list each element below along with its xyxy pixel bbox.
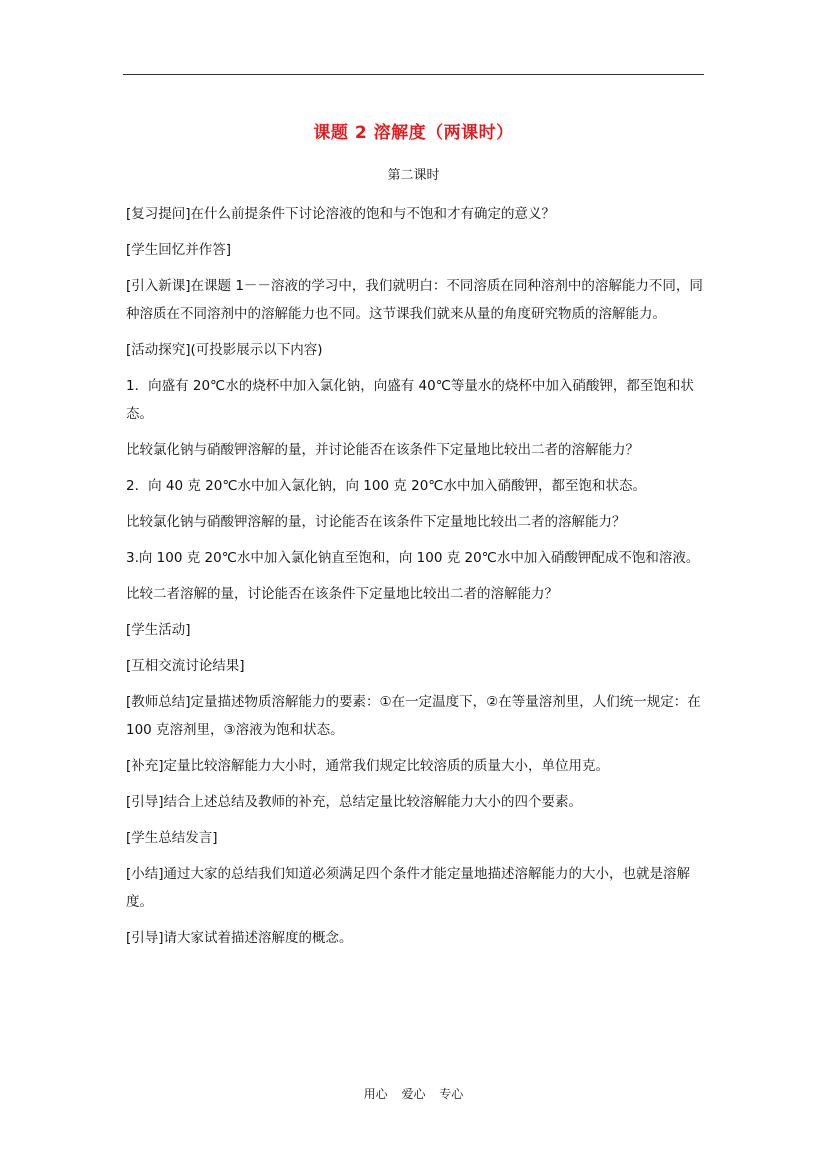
page-footer: 用心 爱心 专心 [363,1087,464,1101]
paragraph: [补充]定量比较溶解能力大小时，通常我们规定比较溶质的质量大小，单位用克。 [126,758,610,774]
paragraph: 1．向盛有 20℃水的烧杯中加入氯化钠，向盛有 40℃等量水的烧杯中加入硝酸钾，都至饱和状态。 [126,378,694,422]
paragraph: [复习提问]在什么前提条件下讨论溶液的饱和与不饱和才有确定的意义？ [126,206,556,222]
paragraph: [活动探究](可投影展示以下内容) [126,342,323,358]
paragraph: [小结]通过大家的总结我们知道必须满足四个条件才能定量地描述溶解能力的大小，也就是溶解度。 [126,866,691,910]
document-subtitle: 第二课时 [387,168,440,183]
paragraph: [引入新课]在课题 1－－溶液的学习中，我们就明白：不同溶质在同种溶剂中的溶解能力不同，同种溶质在不同溶剂中的溶解能力也不同。这节课我们就来从量的角度研究物质的溶解能力。 [126,278,703,322]
paragraph: [引导]请大家试着描述溶解度的概念。 [126,930,353,946]
paragraph: 比较氯化钠与硝酸钾溶解的量，并讨论能否在该条件下定量地比较出二者的溶解能力？ [126,442,639,458]
document-body [126,200,706,960]
paragraph: [互相交流讨论结果] [126,658,245,674]
paragraph: [引导]结合上述总结及教师的补充，总结定量比较溶解能力大小的四个要素。 [126,794,583,810]
paragraph: 比较二者溶解的量，讨论能否在该条件下定量地比较出二者的溶解能力？ [126,586,558,602]
header-rule [123,74,704,75]
paragraph: [教师总结]定量描述物质溶解能力的要素：①在一定温度下，②在等量溶剂里，人们统一规定：在 100 克溶剂里，③溶液为饱和状态。 [126,694,701,738]
paragraph: [学生活动] [126,622,191,638]
paragraph: 2．向 40 克 20℃水中加入氯化钠，向 100 克 20℃水中加入硝酸钾，都至饱和状态。 [126,478,646,494]
document-title: 课题 2 溶解度（两课时） [313,123,514,143]
paragraph: [学生总结发言] [126,830,218,846]
paragraph: 3.向 100 克 20℃水中加入氯化钠直至饱和，向 100 克 20℃水中加入硝酸钾配成不饱和溶液。 [126,550,700,566]
paragraph: 比较氯化钠与硝酸钾溶解的量，讨论能否在该条件下定量地比较出二者的溶解能力？ [126,514,626,530]
paragraph: [学生回忆并作答] [126,242,232,258]
